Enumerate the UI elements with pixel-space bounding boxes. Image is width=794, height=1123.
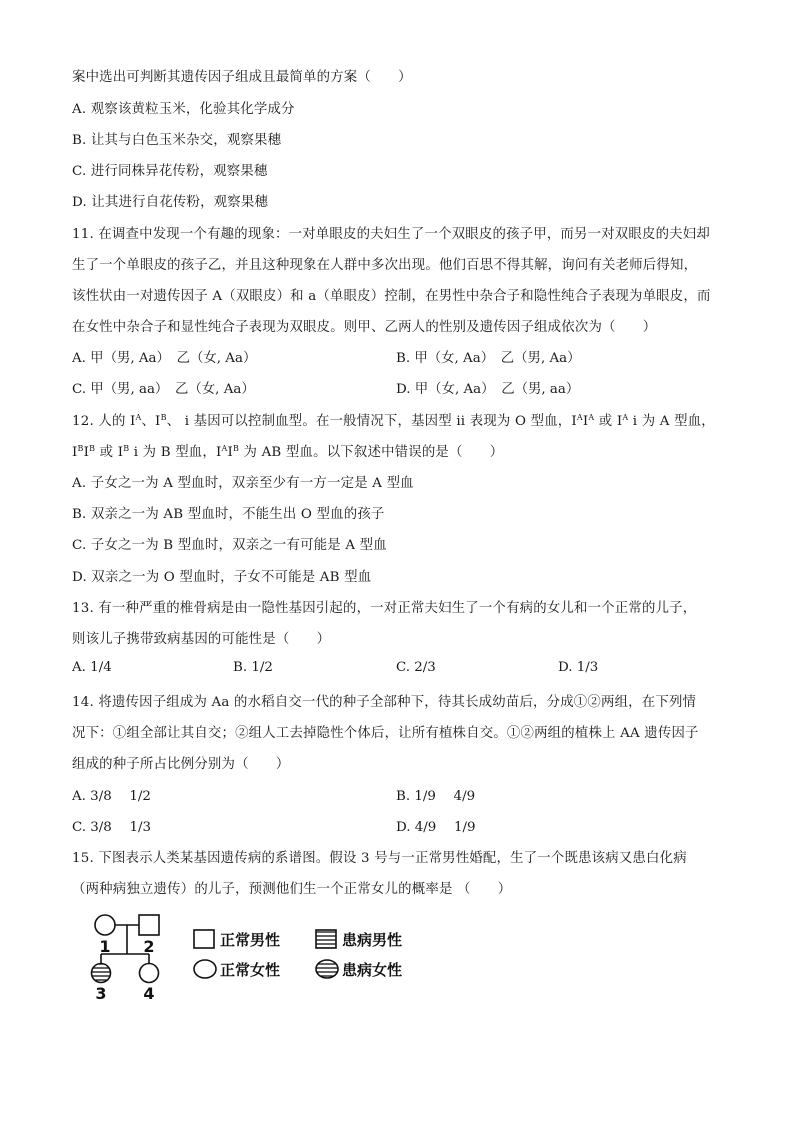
legend-normal-male-icon — [194, 930, 214, 948]
q10-option-c: C. 进行同株异花传粉，观察果穗 — [72, 164, 268, 179]
q11-stem-line: 11. 在调查中发现一个有趣的现象：一对单眼皮的夫妇生了一个双眼皮的孩子甲，而另一对双眼皮的夫妇却 — [72, 227, 710, 242]
individual-2-normal-male — [139, 915, 159, 935]
label-2: 2 — [143, 937, 155, 956]
q10-option-b: B. 让其与白色玉米杂交，观察果穗 — [72, 133, 282, 148]
legend-affected-female: 患病女性 — [342, 961, 403, 979]
q14-option-b: B. 1/9 4/9 — [396, 789, 476, 804]
label-4: 4 — [143, 984, 155, 1002]
q11-stem-line: 在女性中杂合子和显性纯合子表现为双眼皮。则甲、乙两人的性别及遗传因子组成依次为（ ） — [72, 320, 657, 335]
q14-stem-line: 14. 将遗传因子组成为 Aa 的水稻自交一代的种子全部种下，待其长成幼苗后，分成①②两组，在下列情 — [72, 695, 697, 710]
q12-option-b: B. 双亲之一为 AB 型血时，不能生出 O 型血的孩子 — [72, 507, 385, 522]
individual-1-normal-female — [95, 915, 115, 935]
q14-option-a: A. 3/8 1/2 — [72, 789, 151, 804]
legend-normal-female-icon — [194, 960, 216, 978]
label-1: 1 — [99, 937, 111, 956]
q11-option-b: B. 甲（女, Aa） 乙（男, Aa） — [396, 351, 581, 366]
q12-stem-line-1: 12. 人的 $I^A$、$I^B$、 i 基因可以控制血型。在一般情况下，基因型 ii 表现为 O 型血，$I^AI^A$ 或 $I^A$ i 为 A 型血， — [72, 413, 715, 429]
q14-option-c: C. 3/8 1/3 — [72, 820, 152, 835]
legend-affected-male-icon — [316, 930, 336, 948]
individual-3-affected-female — [92, 964, 111, 983]
q12-stem-line-2: $I^BI^B$ 或 $I^B$ i 为 B 型血，$I^AI^B$ 为 AB 型血。以下叙述中错误的是（ ） — [72, 444, 504, 460]
individual-4-normal-female — [140, 964, 159, 983]
q10-stem: 案中选出可判断其遗传因子组成且最简单的方案（ ） — [72, 70, 412, 85]
q13-option-a: A. 1/4 — [72, 660, 112, 675]
q14-option-d: D. 4/9 1/9 — [396, 820, 476, 835]
legend-normal-male: 正常男性 — [220, 931, 281, 949]
q10-option-d: D. 让其进行自花传粉，观察果穗 — [72, 195, 269, 210]
q13-stem-line: 13. 有一种严重的椎骨病是由一隐性基因引起的，一对正常夫妇生了一个有病的女儿和一个正常的儿子， — [72, 601, 697, 616]
legend-affected-male: 患病男性 — [342, 931, 403, 949]
q15-stem-line: 15. 下图表示人类某基因遗传病的系谱图。假设 3 号与一正常男性婚配，生了一个既患该病又患白化病 — [72, 851, 687, 866]
q15-stem-line: （两种病独立遗传）的儿子，预测他们生一个正常女儿的概率是 （ ） — [72, 882, 512, 897]
q12-option-d: D. 双亲之一为 O 型血时，子女不可能是 AB 型血 — [72, 570, 372, 585]
q11-option-c: C. 甲（男, aa） 乙（女, Aa） — [72, 382, 255, 397]
q12-option-a: A. 子女之一为 A 型血时，双亲至少有一方一定是 A 型血 — [72, 476, 414, 491]
q13-option-d: D. 1/3 — [558, 660, 599, 675]
q13-option-b: B. 1/2 — [233, 660, 273, 675]
q11-stem-line: 该性状由一对遗传因子 A（双眼皮）和 a（单眼皮）控制，在男性中杂合子和隐性纯合子表现为单眼皮，而 — [72, 289, 711, 304]
q13-stem-line: 则该儿子携带致病基因的可能性是（ ） — [72, 632, 331, 647]
pedigree-diagram — [84, 910, 424, 1002]
legend-affected-female-icon — [316, 960, 338, 978]
q12-option-c: C. 子女之一为 B 型血时，双亲之一有可能是 A 型血 — [72, 538, 387, 553]
q10-option-a: A. 观察该黄粒玉米，化验其化学成分 — [72, 102, 295, 117]
q14-stem-line: 况下：①组全部让其自交；②组人工去掉隐性个体后，让所有植株自交。①②两组的植株上 AA 遗传因子 — [72, 726, 699, 741]
q11-option-d: D. 甲（女, Aa） 乙（男, aa） — [396, 382, 580, 397]
q11-option-a: A. 甲（男, Aa） 乙（女, Aa） — [72, 351, 257, 366]
label-3: 3 — [95, 984, 107, 1002]
legend-normal-female: 正常女性 — [220, 961, 281, 979]
q14-stem-line: 组成的种子所占比例分别为（ ） — [72, 757, 290, 772]
q11-stem-line: 生了一个单眼皮的孩子乙，并且这种现象在人群中多次出现。他们百思不得其解，询问有关老师后得知， — [72, 258, 698, 273]
q13-option-c: C. 2/3 — [396, 660, 436, 675]
